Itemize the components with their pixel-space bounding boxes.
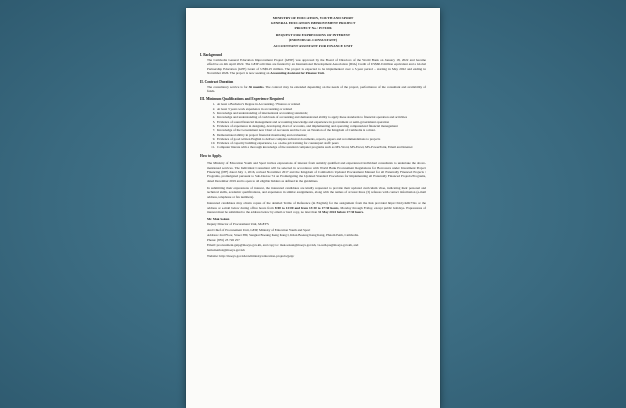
list-item: 1. At least a Bachelor's Degree in Accounting / Finance or related — [216, 102, 426, 106]
list-item: 10. Evidence of capacity building experience, i.e. on-the-job training for counterpart staff/ peers — [216, 141, 426, 145]
document-page — [186, 8, 440, 408]
submission-deadline: 31 May 2024 before 17:30 hours. — [318, 210, 364, 215]
contact-title: Deputy Director of Procurement Unit, MoEYS — [207, 222, 269, 227]
list-item: 6. Evidence of experience in designing, developing chart of accounts, and implementing and operating computerized financial management — [216, 124, 426, 128]
header-ministry: MINISTRY OF EDUCATION, YOUTH AND SPORT — [272, 16, 354, 20]
header-project-name: GENERAL EDUCATION IMPROVEMENT PROJECT — [270, 21, 356, 25]
section-title-background: I. Background — [200, 53, 223, 57]
contract-paragraph — [200, 85, 426, 94]
list-item: 2. At least 3 years work experience in accounting or related — [216, 107, 426, 111]
contact-website: Website: http://moeys.gov.kh/en/ministry/education-projects/geip/ — [207, 253, 295, 258]
document-content — [200, 16, 426, 259]
list-item: 7. Knowledge of the Government new Chart of Accounts and the Law on Taxation of the Kingdom of Cambodia is a must. — [216, 128, 426, 132]
apply-paragraph-1: The Ministry of Education Youth and Sport invites expressions of interest from suitably qualified and experienced individual consultants to undertake the above-mentioned services. The Individual Consultant will be selected in accordance with World Bank Procurement Regulations for Borrowers under Investment Project Financing (IPF) dated July 1, 2016, revised November 2017 and the Kingdom of Cambodia's Updated Procurement Manual for all Externally Financed Projects / Programs, promulgated pursuant to Sub-Decree 74 on Promulgating the Updated Standard Procedures for Implementing all Externally Financed Projects/Programs, dated December 2019 and is open to all eligible bidders as defined in the guidelines. — [207, 161, 426, 183]
section-title-how-to-apply: How to Apply. — [200, 153, 222, 158]
header-project-no: PROJECT No.: P174306 — [294, 26, 332, 30]
header-position: ACCOUNTANT ASSISTANT FOR FINANCE UNIT — [273, 44, 353, 48]
contact-block — [200, 217, 426, 259]
qualifications-list — [200, 102, 426, 149]
contract-text-pre: The consultancy service is for — [207, 84, 248, 89]
list-item: 5. Evidence of sound financial management and accounting knowledge and experience in government or semi-government operation — [216, 120, 426, 124]
list-item: 11. Computer literate with a thorough knowledge of the standard computer programs such as MS-Word, MS-Excel, MS-PowerPoint, Email and Internet — [216, 145, 426, 149]
contact-address: Address: 2nd Floor, Street 380, Sangkat Boeung Keng Kang I, Khan Boeung Keng Kang, Phnom Penh, Cambodia. — [207, 232, 359, 237]
header-request: REQUEST FOR EXPRESSIONS OF INTEREST — [275, 32, 351, 37]
list-item: 4. Knowledge and understanding of cash basis of accounting and demonstrated ability to apply these standards to financial operation and activities — [216, 115, 426, 119]
contract-text-post: The contract may be extended depending on the needs of the project, performance of the consultant and availability of funds. — [207, 84, 427, 94]
contact-email-2: ham.menhol@moeys.gov.kh — [207, 248, 245, 253]
background-text: The Cambodia General Education Improvement Project (GEIP) was approved by the Board of Directors of the World Bank on January 18, 2022 and became effective on 4th April 2022. The GEIP activities are funded by an International Development Association (IDA) Credit of US$60.0 million equivalent and a Global Partnership Education (GPE) Grant of US$9.25 million. The project is expected to be implemented over a 5-year period – starting in May 2022 and ending in November 2026. The project is now seeking an — [207, 58, 426, 76]
list-item: 3. Knowledge and understanding of international accounting standards; — [216, 111, 426, 115]
apply-paragraph-2: In submitting their expressions of interest, the interested candidates are kindly requested to provide their updated curriculum vitae, indicating their personal and technical skills, academic qualifications, and experience in similar assignments, along with the names of at least three (3) referees with contact information (e-mail address, telephone or fax numbers). — [207, 185, 426, 199]
apply-paragraph-3 — [200, 201, 426, 214]
section-title-contract: II. Contract Duration — [200, 79, 234, 84]
list-item: 8. Demonstrated ability in project financial monitoring and evaluation; — [216, 133, 426, 137]
contact-role: And Chief of Procurement Unit, GEIP, Ministry of Education Youth and Sport — [207, 227, 311, 232]
contract-months: 36 months. — [248, 84, 265, 89]
contact-phone: Phone: (855) 23 726 257 — [207, 237, 240, 242]
list-item: 9. Evidence of good written English to deliver complex technical documents, reports, papers and recommendations to projects — [216, 137, 426, 141]
header-consultant: (INDIVIDUAL CONSULTANT) — [288, 37, 338, 42]
section-title-qualifications: III. Minimum Qualifications and Experience Required — [200, 97, 284, 102]
apply-text-mid: , Monday through Friday, except public holidays. Expressions of interest must be submitted to the address below by email or hard copy, no later than — [207, 205, 426, 215]
apply-text-pre: Interested candidates may obtain copies of the detailed Terms of Reference (in English) for the assignment from the link provided https://bit.ly/4dK73xs or the address or e-mail below during office hours from — [207, 201, 426, 210]
background-paragraph — [200, 58, 426, 76]
office-hours: 8:00 to 12:00 and from 13:30 to 17:30 hours — [274, 205, 339, 210]
background-position-text: Accounting Assistant for Finance Unit. — [270, 71, 325, 76]
contact-email: Email: procurement.geip@moeys.gov.kh, and copy to: mak.sokun@moeys.gov.kh, va.sath.pu@moeys.gov.kh, and — [207, 243, 359, 248]
contact-name: Mr. Mak Sokun — [207, 217, 230, 222]
